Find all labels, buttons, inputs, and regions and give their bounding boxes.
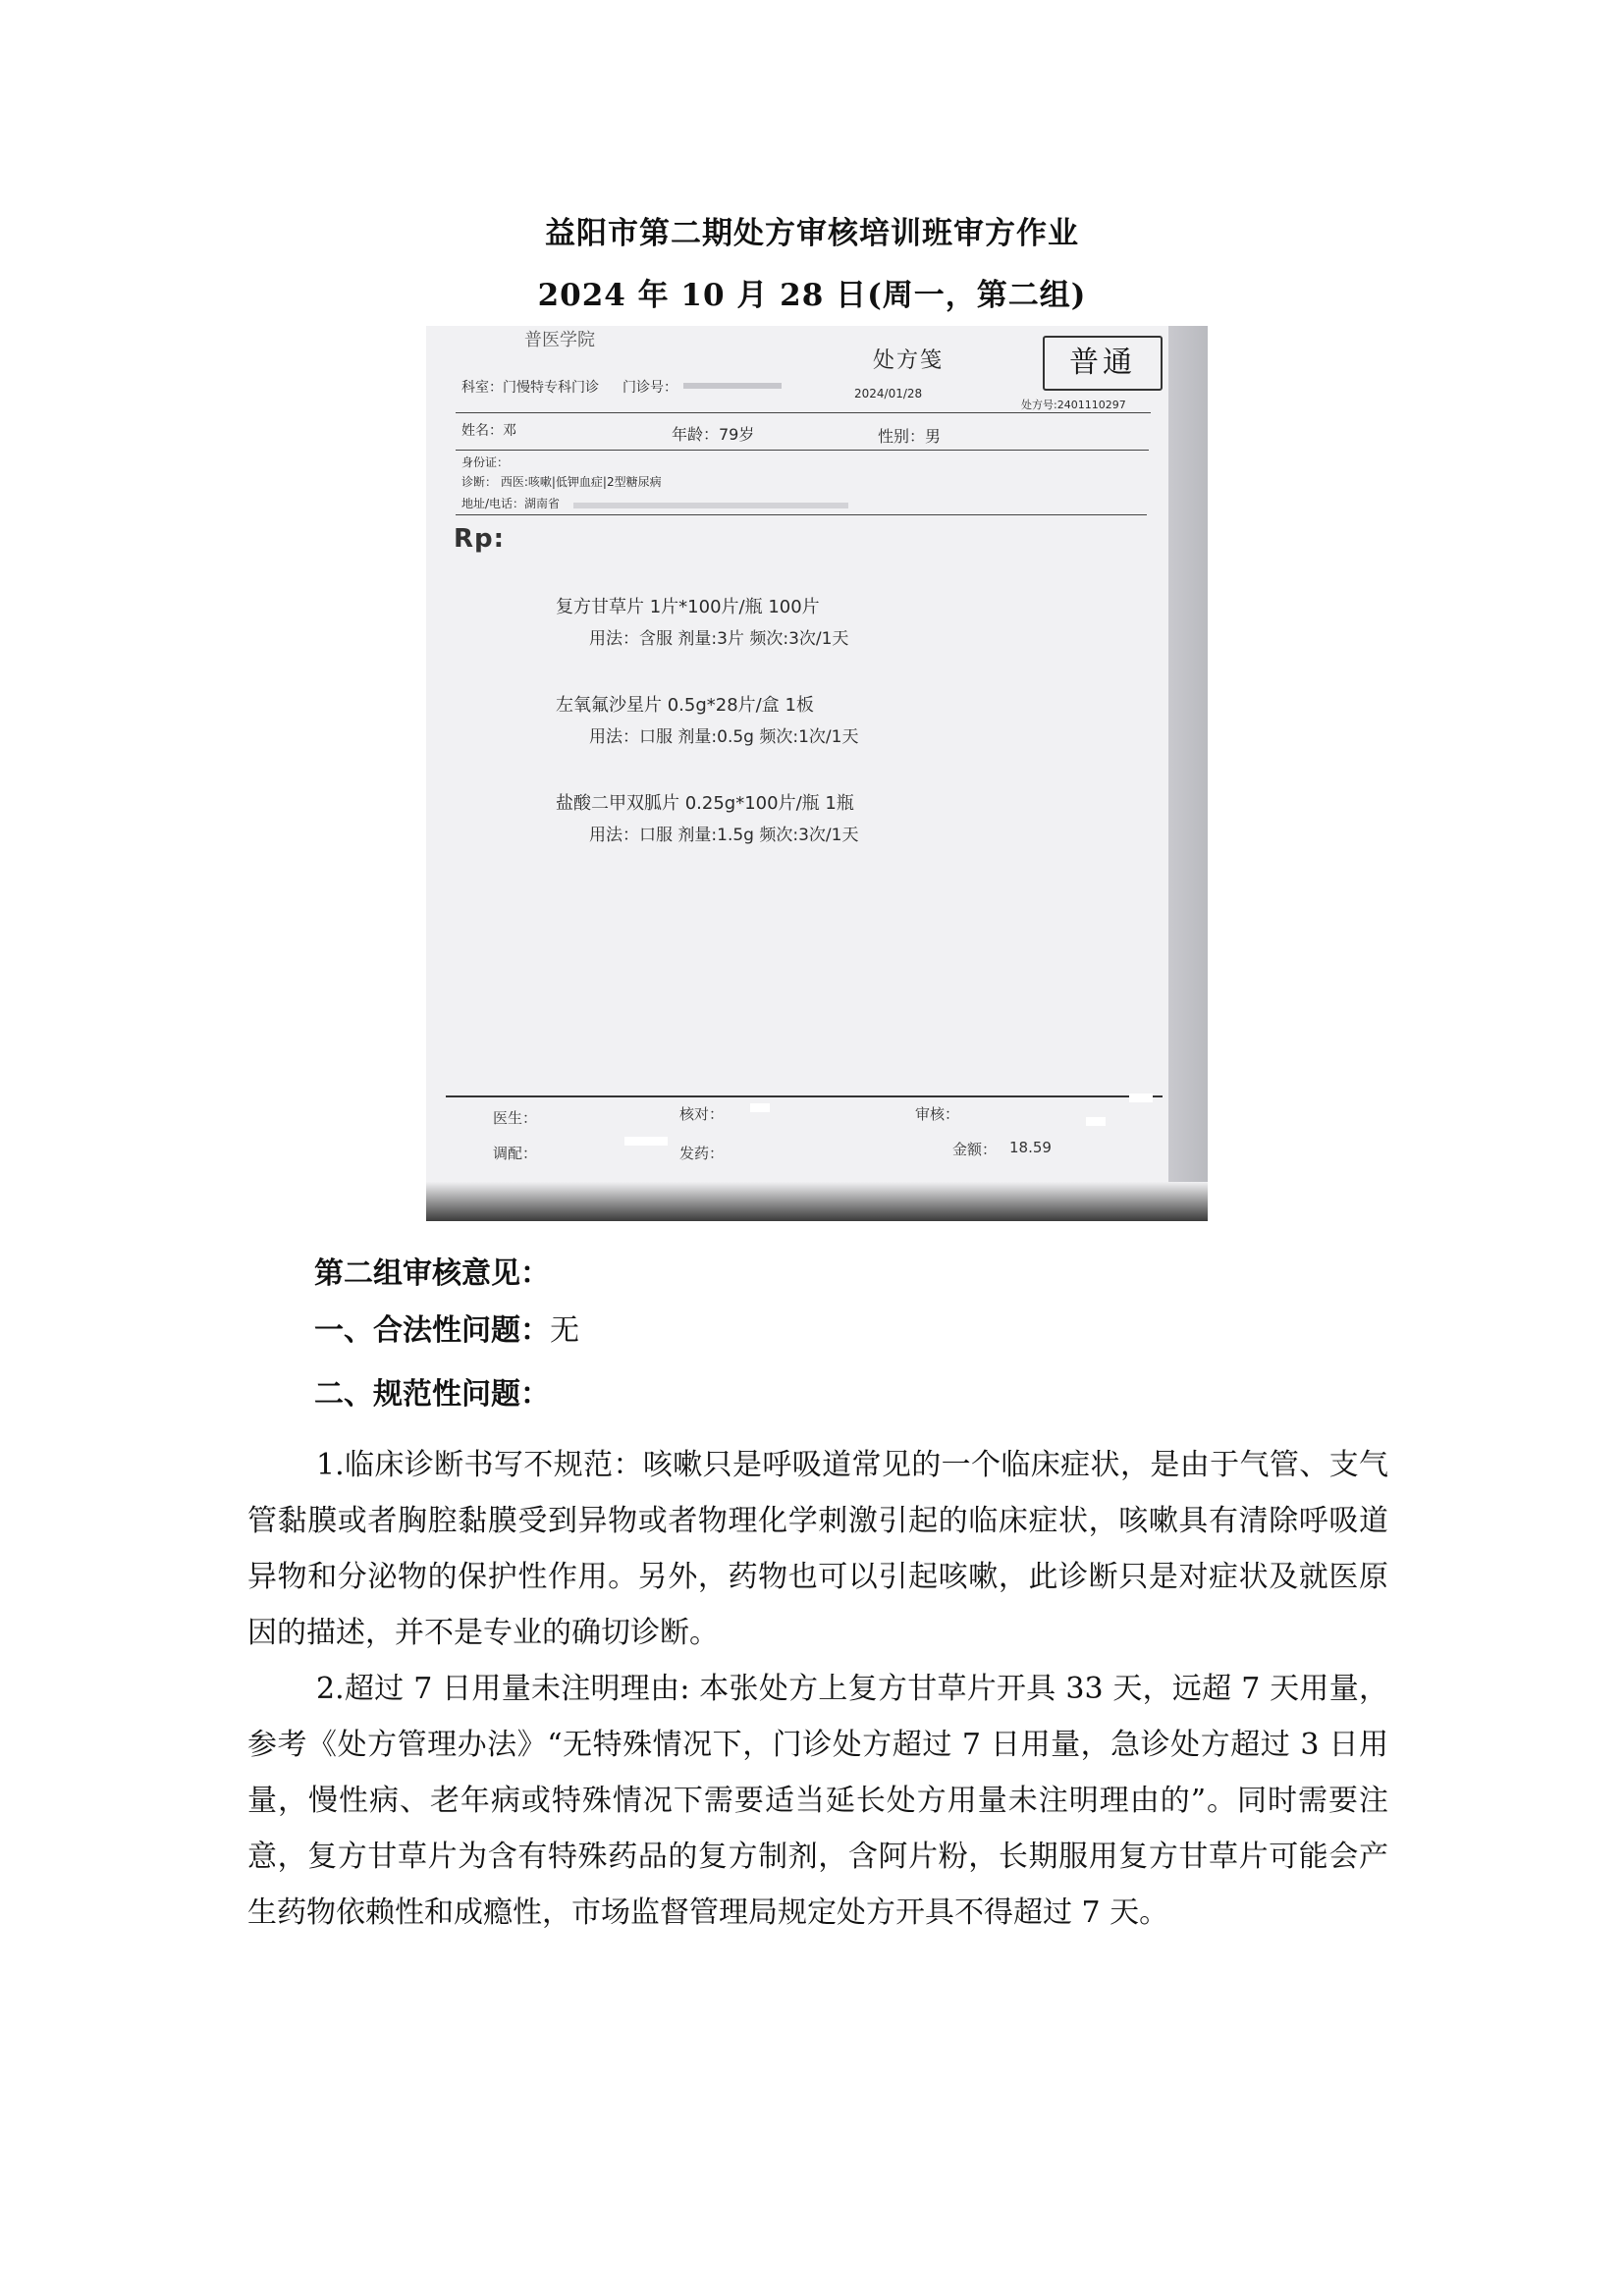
drug-line: 复方甘草片 1片*100片/瓶 100片 xyxy=(556,597,820,617)
prescription-divider xyxy=(456,514,1147,515)
prescription-department: 科室：门慢特专科门诊 xyxy=(461,380,599,396)
prescription-stamp: 普通 xyxy=(1043,336,1163,391)
redaction-mark xyxy=(1129,1094,1153,1102)
photo-edge xyxy=(1168,326,1208,1221)
doctor-label: 医生： xyxy=(493,1109,538,1127)
legal-value: 无 xyxy=(550,1313,579,1348)
norm-label: 二、规范性问题： xyxy=(314,1377,550,1412)
prescription-date: 2024/01/28 xyxy=(854,387,923,400)
opinion-heading: 第二组审核意见： xyxy=(314,1256,550,1291)
amount-label: 金额： xyxy=(952,1141,998,1158)
legal-label: 一、合法性问题： xyxy=(314,1313,550,1348)
signature-divider xyxy=(446,1095,1163,1097)
prescription-divider xyxy=(456,450,1149,451)
patient-address: 地址/电话：湖南省 xyxy=(461,497,561,510)
check-label: 核对： xyxy=(679,1105,725,1123)
prescription-rx-no: 处方号:2401110297 xyxy=(1021,399,1126,411)
patient-id-card: 身份证： xyxy=(461,455,510,469)
prescription-top-fragment: 普医学院 xyxy=(524,330,595,350)
photo-bottom-edge xyxy=(426,1182,1208,1221)
patient-diagnosis: 诊断： 西医:咳嗽|低钾血症|2型糖尿病 xyxy=(461,475,662,489)
prescription-divider xyxy=(456,412,1151,413)
document-subtitle: 2024 年 10 月 28 日(周一，第二组) xyxy=(537,278,1087,313)
document-title: 益阳市第二期处方审核培训班审方作业 xyxy=(545,216,1079,251)
dispense-label: 发药： xyxy=(679,1145,725,1162)
redaction-mark xyxy=(1086,1117,1106,1126)
prescription-photo xyxy=(426,326,1208,1221)
drug-usage: 用法：口服 剂量:0.5g 频次:1次/1天 xyxy=(589,727,859,747)
patient-sex: 性别：男 xyxy=(878,427,942,446)
drug-usage: 用法：含服 剂量:3片 频次:3次/1天 xyxy=(589,629,849,649)
review-label: 审核： xyxy=(915,1105,960,1123)
drug-usage: 用法：口服 剂量:1.5g 频次:3次/1天 xyxy=(589,826,859,845)
redaction-mark xyxy=(750,1103,770,1112)
prescription-form-title: 处方笺 xyxy=(873,348,945,373)
redaction-mark xyxy=(624,1137,668,1146)
patient-name: 姓名：邓 xyxy=(461,423,516,439)
opinion-paragraph-1: 1.临床诊断书写不规范：咳嗽只是呼吸道常见的一个临床症状，是由于气管、支气管黏膜或者胸腔黏膜受到异物或者物理化学刺激引起的临床症状，咳嗽具有清除呼吸道异物和分泌物的保护性作用。另外，药物也可以引起咳嗽，此诊断只是对症状及就医原因的描述，并不是专业的确切诊断。 xyxy=(247,1448,1388,1650)
drug-line: 左氧氟沙星片 0.5g*28片/盒 1板 xyxy=(556,695,814,716)
rp-symbol: Rp: xyxy=(454,524,506,554)
amount-value: 18.59 xyxy=(1009,1139,1052,1156)
prescription-clinic-no: 门诊号： xyxy=(623,380,677,396)
prescription-paper xyxy=(426,326,1172,1221)
legal-issues xyxy=(314,1306,579,1349)
dispense-prep-label: 调配： xyxy=(493,1145,538,1162)
opinion-paragraph-2: 2.超过 7 日用量未注明理由: 本张处方上复方甘草片开具 33 天，远超 7 天用量，参考《处方管理办法》“无特殊情况下，门诊处方超过 7 日用量，急诊处方超过 3 日用量，慢性病、老年病或特殊情况下需要适当延长处方用量未注明理由的”。同时需要注意，复方甘草片为含有特殊药品的复方制剂，含阿片粉，长期服用复方甘草片可能会产生药物依赖性和成瘾性，市场监督管理局规定处方开具不得超过 7 天。 xyxy=(247,1672,1388,1930)
drug-line: 盐酸二甲双胍片 0.25g*100片/瓶 1瓶 xyxy=(556,793,854,814)
redaction-mark xyxy=(683,383,782,389)
redaction-mark xyxy=(573,503,848,508)
patient-age: 年龄：79岁 xyxy=(672,425,755,444)
